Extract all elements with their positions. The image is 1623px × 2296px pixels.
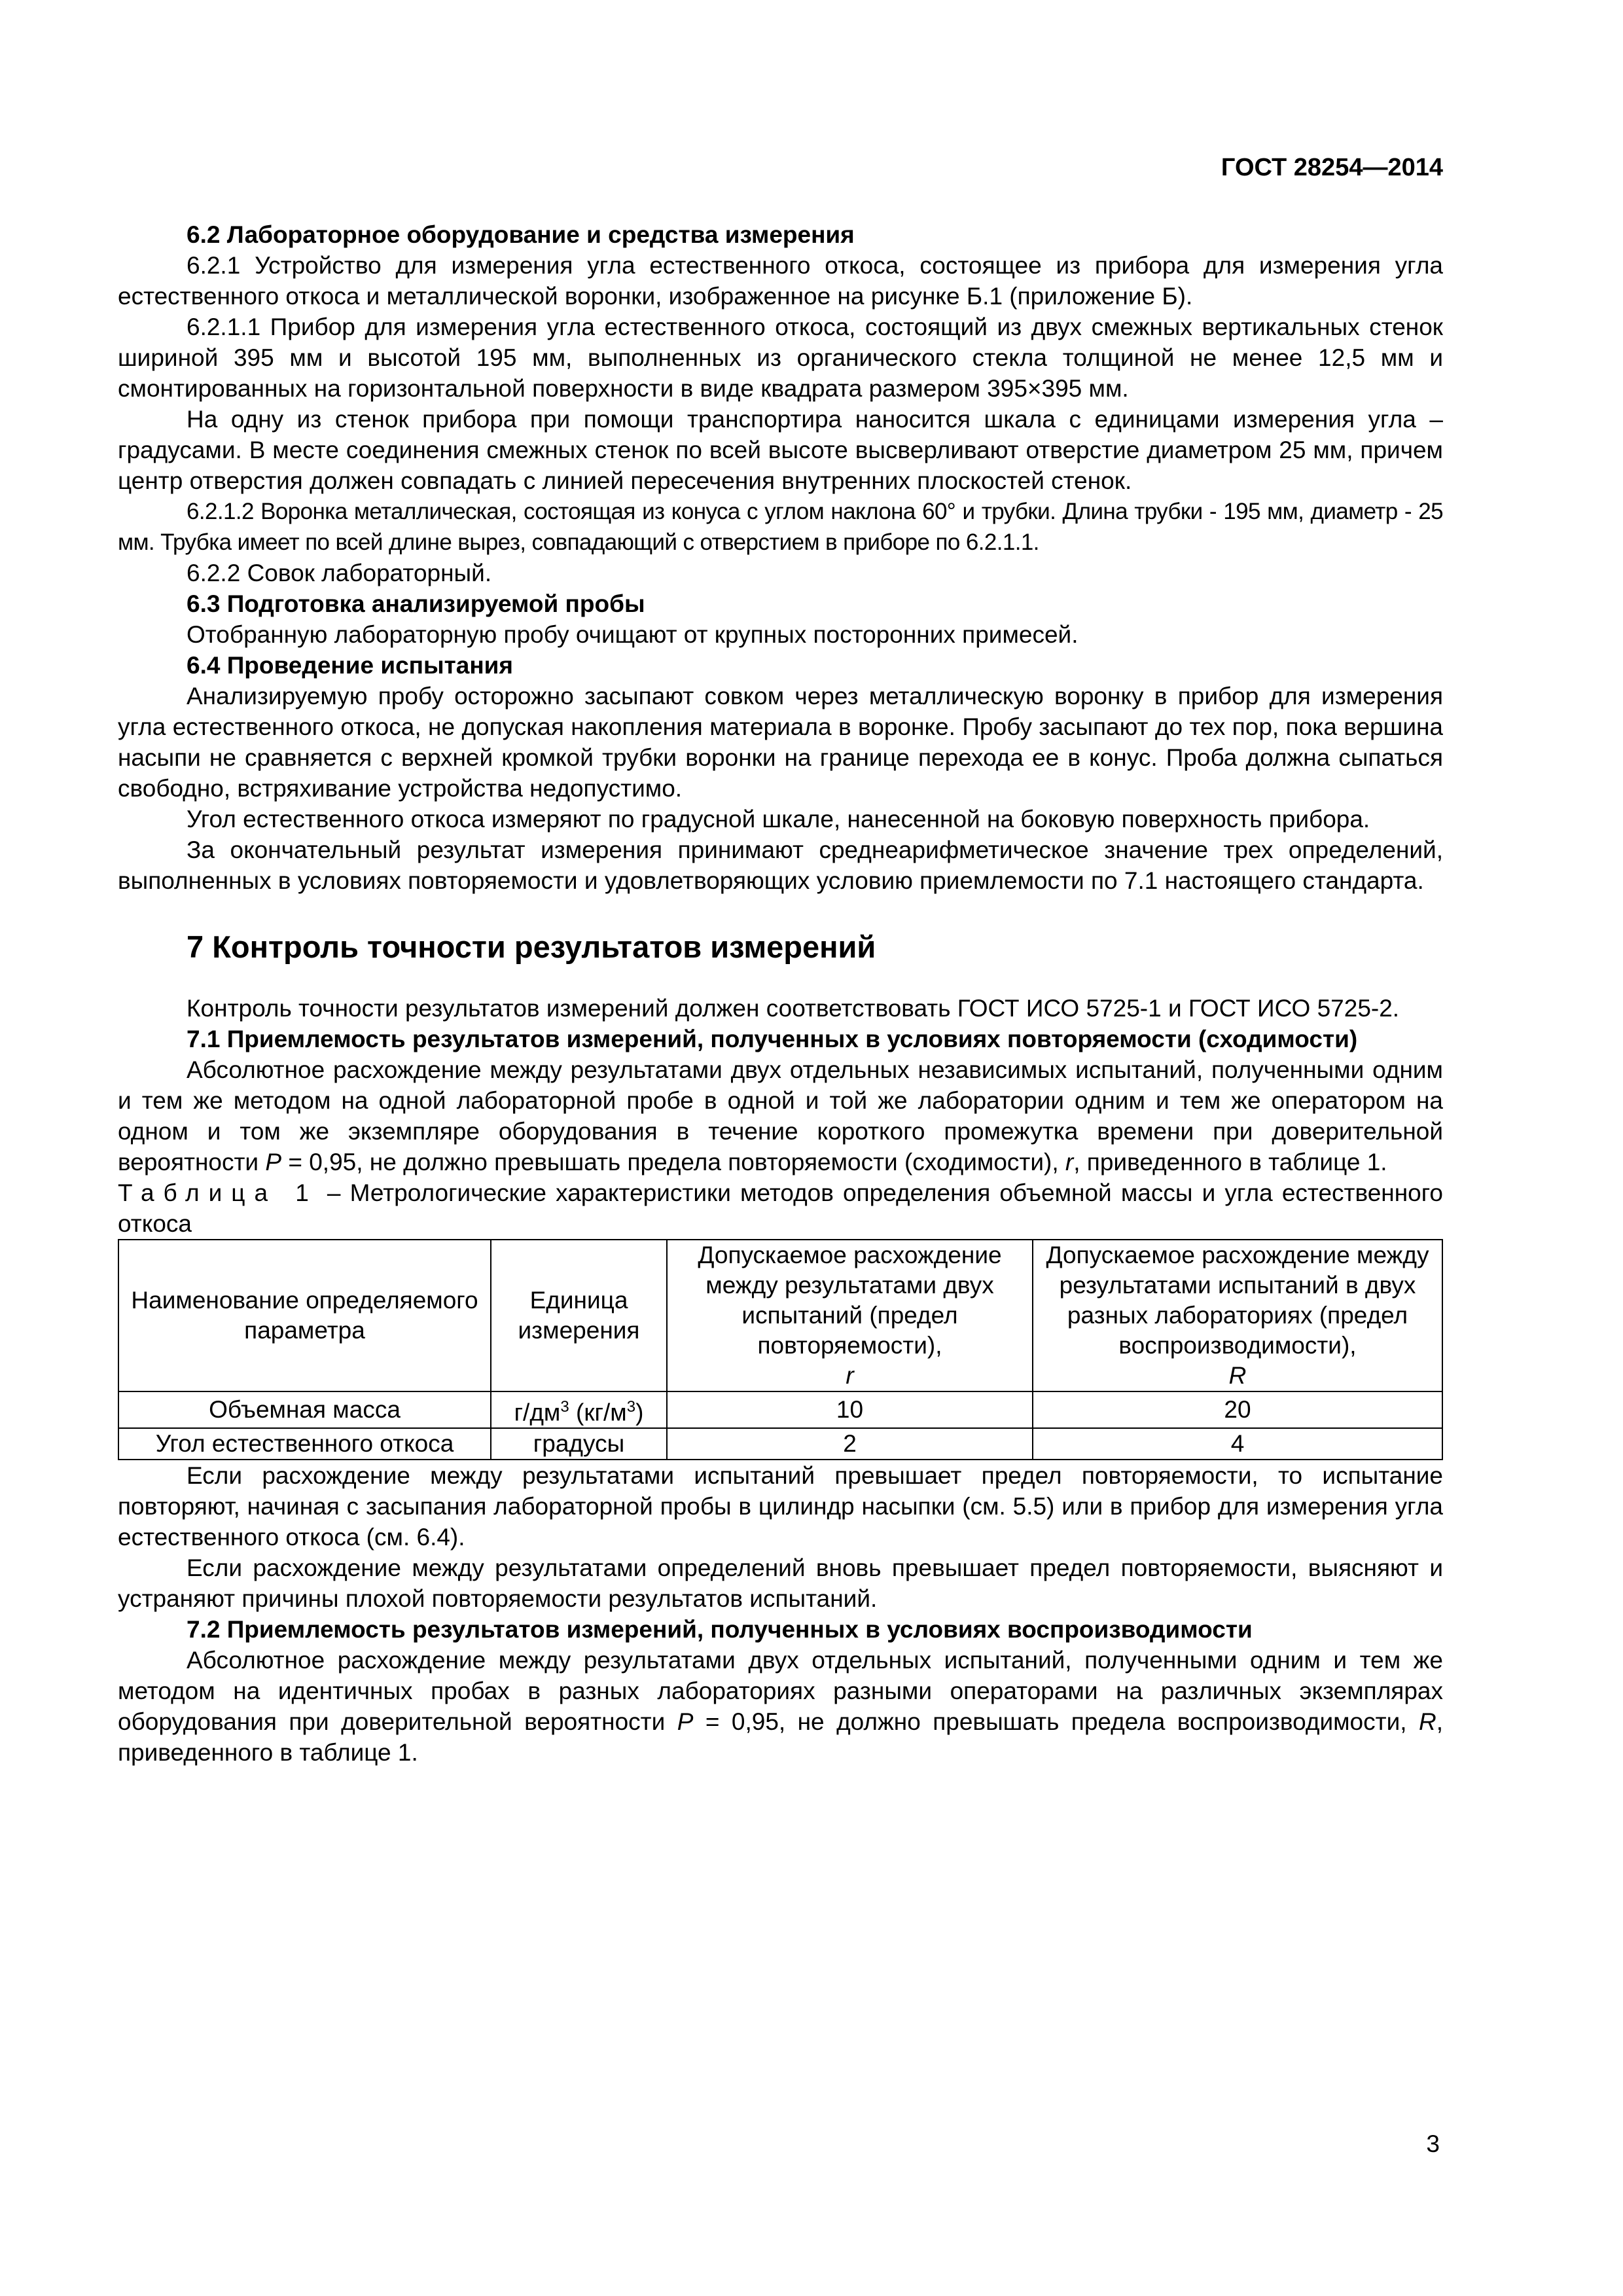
paragraph-6-2-1-2: 6.2.1.2 Воронка металлическая, состоящая из конуса с углом наклона 60° и трубки. Длина трубки - 195 мм, диаметр - 25 мм. Трубка имеет по всей длине вырез, совпадающий с отверстием в приборе по 6.2.1.1. xyxy=(118,499,1443,555)
section-7-2-title: 7.2 Приемлемость результатов измерений, полученных в условиях воспроизводимости xyxy=(187,1616,1253,1643)
cell-name: Угол естественного откоса xyxy=(118,1428,491,1460)
paragraph-6-2-1-1: 6.2.1.1 Прибор для измерения угла естественного откоса, состоящий из двух смежных вертикальных стенок шириной 395 мм и высотой 195 мм, выполненных из органического стекла толщиной не менее 12,5 мм и смонтированных на горизонтальной поверхности в виде квадрата размером 395×395 мм. xyxy=(118,314,1443,402)
section-6-2-title: 6.2 Лабораторное оборудование и средства измерения xyxy=(187,221,855,248)
paragraph-7-1: Абсолютное расхождение между результатами двух отдельных независимых испытаний, полученными одним и тем же методом на одной лабораторной пробе в одной и той же лаборатории одним и тем же оператором на одном и том же экземпляре оборудования в течение короткого промежутка времени при доверительной вероятности P = 0,95, не должно превышать предела повторяемости (сходимости), r, приведенного в таблице 1. xyxy=(118,1056,1443,1175)
section-7-1-title: 7.1 Приемлемость результатов измерений, полученных в условиях повторяемости (сходимости) xyxy=(187,1026,1358,1052)
section-7-title: 7 Контроль точности результатов измерений xyxy=(187,929,876,964)
paragraph-7-2: Абсолютное расхождение между результатами двух отдельных испытаний, полученными одним и тем же методом на идентичных пробах в разных лабораториях разными операторами на различных экземплярах оборудования при доверительной вероятности P = 0,95, не должно превышать предела воспроизводимости, R, приведенного в таблице 1. xyxy=(118,1647,1443,1767)
cell-R: 4 xyxy=(1033,1428,1442,1460)
paragraph-6-4-1: Анализируемую пробу осторожно засыпают совком через металлическую воронку в прибор для измерения угла естественного откоса, не допуская накопления материала в воронке. Пробу засыпают до тех пор, пока вершина насыпи не сравняется с верхней кромкой трубки воронки на границе перехода ее в конус. Проба должна сыпаться свободно, встряхивание устройства недопустимо. xyxy=(118,683,1443,802)
paragraph-6-4-3: За окончательный результат измерения принимают среднеарифметическое значение трех определений, выполненных в условиях повторяемости и удовлетворяющих условию приемлемости по 7.1 настоящего стандарта. xyxy=(118,836,1443,894)
table-row xyxy=(118,1391,1442,1428)
table-row xyxy=(118,1428,1442,1460)
paragraph-6-3: Отобранную лабораторную пробу очищают от крупных посторонних примесей. xyxy=(187,621,1079,648)
paragraph-7: Контроль точности результатов измерений должен соответствовать ГОСТ ИСО 5725-1 и ГОСТ ИСО 5725-2. xyxy=(187,995,1400,1022)
page-body xyxy=(118,144,1443,1768)
document-code: ГОСТ 28254—2014 xyxy=(1221,154,1443,181)
paragraph-6-2-1: 6.2.1 Устройство для измерения угла естественного откоса, состоящее из прибора для измерения угла естественного откоса и металлической воронки, изображенное на рисунке Б.1 (приложение Б). xyxy=(118,252,1443,310)
cell-name: Объемная масса xyxy=(118,1391,491,1428)
header-repeatability: Допускаемое расхождение между результатами двух испытаний (предел повторяемости), r xyxy=(667,1240,1033,1391)
table-header-row xyxy=(118,1240,1442,1391)
page-number: 3 xyxy=(1426,2130,1440,2157)
cell-r: 10 xyxy=(667,1391,1033,1428)
metrology-table xyxy=(118,1239,1443,1460)
cell-unit: градусы xyxy=(491,1428,667,1460)
paragraph-6-4-2: Угол естественного откоса измеряют по градусной шкале, нанесенной на боковую поверхность прибора. xyxy=(187,806,1370,833)
header-unit: Единица измерения xyxy=(491,1240,667,1391)
section-6-3-title: 6.3 Подготовка анализируемой пробы xyxy=(187,590,645,617)
paragraph-6-2-2: 6.2.2 Совок лабораторный. xyxy=(187,560,492,586)
paragraph-scale: На одну из стенок прибора при помощи транспортира наносится шкала с единицами измерения угла – градусами. В месте соединения смежных стенок по всей высоте высверливают отверстие диаметром 25 мм, причем центр отверстия должен совпадать с линией пересечения внутренних плоскостей стенок. xyxy=(118,406,1443,494)
paragraph-repeat-again: Если расхождение между результатами определений вновь превышает предел повторяемости, выясняют и устраняют причины плохой повторяемости результатов испытаний. xyxy=(118,1554,1443,1613)
cell-unit: $г/дм^3$ $(кг/м^3)$ xyxy=(491,1391,667,1428)
section-6-4-title: 6.4 Проведение испытания xyxy=(187,652,514,679)
header-reproducibility: Допускаемое расхождение между результатами испытаний в двух разных лабораториях (предел воспроизводимости), R xyxy=(1033,1240,1442,1391)
cell-R: 20 xyxy=(1033,1391,1442,1428)
table-caption: Таблица 1 – Метрологические характеристики методов определения объемной массы и угла естественного откоса xyxy=(118,1179,1443,1237)
table-label: Таблица 1 xyxy=(118,1179,318,1206)
header-parameter: Наименование определяемого параметра xyxy=(118,1240,491,1391)
paragraph-repeat-test: Если расхождение между результатами испытаний превышает предел повторяемости, то испытание повторяют, начиная с засыпания лабораторной пробы в цилиндр насыпки (см. 5.5) или в прибор для измерения угла естественного откоса (см. 6.4). xyxy=(118,1462,1443,1551)
cell-r: 2 xyxy=(667,1428,1033,1460)
